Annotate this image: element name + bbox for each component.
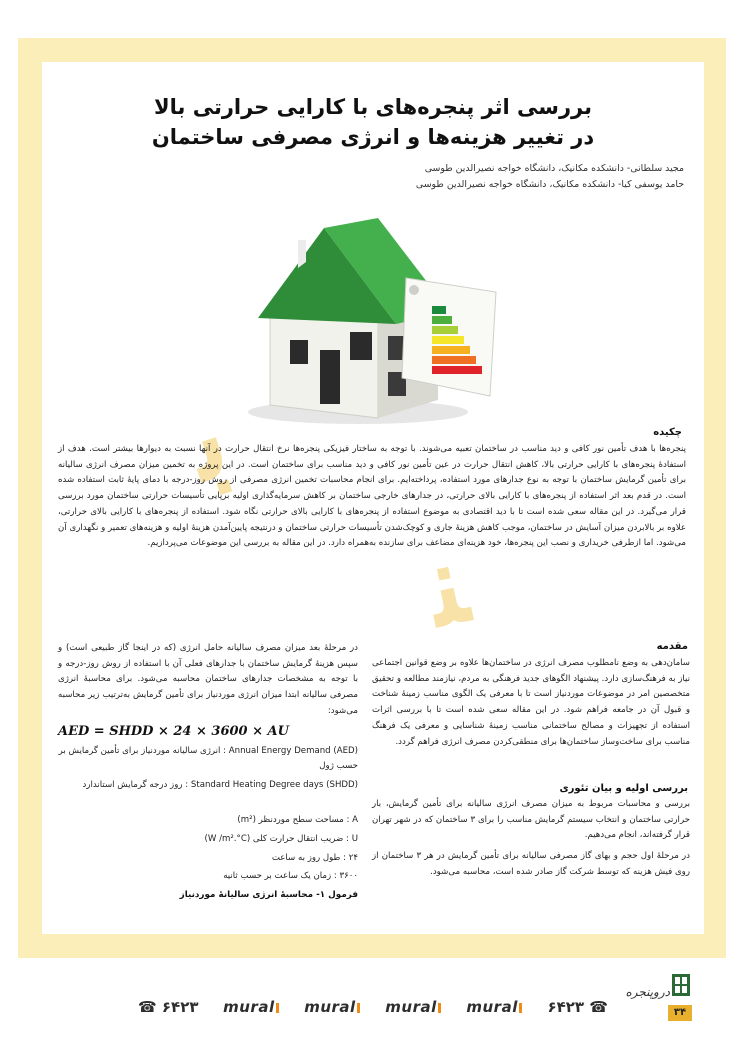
footer-brand: mural	[466, 998, 522, 1016]
definition-u: U : ضریب انتقال حرارت کلی (W /m².°C)	[204, 834, 358, 844]
definition-area: A : مساحت سطح موردنظر (m²)	[237, 815, 358, 825]
abstract-heading: چکیده	[653, 427, 682, 438]
decorative-watermark: ﻨ	[416, 517, 477, 652]
author-line: مجید سلطانی- دانشکده مکانیک، دانشگاه خواجه نصیرالدین طوسی	[424, 163, 684, 174]
definition-shdd: Standard Heating Degree days (SHDD) : روز درجه گرمایش استاندارد	[82, 780, 358, 790]
footer-brand: mural	[223, 998, 279, 1016]
theory-paragraph-1: بررسی و محاسبات مربوط به میزان مصرف انرژی سالیانه برای تأمین گرمایش، بار حرارتی ساختمان و انتخاب سیستم گرمایش مناسب را برای ۳ ساختمان که در شهر تهران قرار گرفته‌اند، انجام می‌دهیم.	[372, 799, 690, 841]
magazine-logo: دروپنجره	[625, 985, 670, 999]
abstract-text: پنجره‌ها با هدف تأمین نور کافی و دید مناسب در ساختمان تعبیه می‌شوند. با توجه به ساختار فیزیکی پنجره‌ها نرخ انتقال حرارت در آنها نسبت به دیوارها بیشتر است. هدف از استفادهٔ پنجره‌های با کارایی حرارتی بالا، کاهش انتقال حرارت در عین تأمین نور کافی و دید مناسب برای ساختمان است. در این پروژه به تخمین میزان مصرف انرژی سالیانه برای تأمین گرمایش ساختمان با توجه به نوع جدارهای مورد استفاده، پرداخته‌ایم. برای انجام محاسبات تخمین انرژی مصرفی از روش روز-درجه با دمای پایهٔ ثابت استفاده شده است. در قدم بعد اثر استفاده از پنجره‌های با کارایی بالای حرارتی، در جدارهای خارجی ساختمان بر کاهش سرمایه‌گذاری اولیه برپایی تأسیسات حرارتی ساختمان مورد بررسی قرار می‌گیرد. در این مقاله سعی شده است تا با دید اقتصادی به موضوع استفاده از پنجره‌های با کارایی بالای حرارتی نگاه شود. استفاده از پنجره‌های با کارایی بالای حرارتی، علاوه بر بالابردن میزان آسایش در ساختمان، موجب کاهش هزینهٔ جاری و کوچک‌شدن تأسیسات حرارتی ساختمان و درنتیجه پایین‌آمدن هزینهٔ اولیه و هزینه‌های تعمیر و نگهداری آن می‌شود. اما ازطرفی خریداری و نصب این پنجره‌ها، خود هزینه‌ای مضاعف برای سازنده به‌همراه دارد. در این مقاله به بررسی این موضوعات می‌پردازیم.	[58, 444, 686, 549]
energy-house-illustration	[228, 200, 508, 428]
intro-heading: مقدمه	[656, 641, 688, 652]
page-number: ۳۴	[668, 1005, 692, 1021]
theory-heading: بررسی اولیه و بیان تئوری	[559, 783, 688, 794]
decorative-watermark: ﺑ	[169, 363, 245, 508]
author-line: حامد یوسفی کیا- دانشکده مکانیک، دانشگاه خواجه نصیرالدین طوسی	[415, 179, 684, 190]
definition-hours: ۲۴ : طول روز به ساعت	[271, 853, 358, 863]
definition-seconds: ۳۶۰۰ : زمان یک ساعت بر حسب ثانیه	[223, 871, 358, 881]
footer-phone: ☎ ۶۴۲۳	[138, 998, 199, 1016]
footer-brand: mural	[385, 998, 441, 1016]
footer-phone: ۶۴۲۳ ☎	[547, 998, 608, 1016]
definition-aed: Annual Energy Demand (AED) : انرژی سالیانه موردنیاز برای تأمین گرمایش بر حسب ژول	[58, 746, 358, 772]
footer-ad-strip	[138, 995, 608, 1019]
theory-paragraph-2: در مرحلهٔ اول حجم و بهای گاز مصرفی سالیانه برای تأمین گرمایش در هر ۳ ساختمان از روی فیش هزینه که توسط شرکت گاز صادر شده است، محاسبه می‌شود.	[372, 851, 691, 877]
energy-formula: AED = SHDD × 24 × 3600 × AU	[58, 724, 289, 739]
method-text: در مرحلهٔ بعد میزان مصرف سالیانه حامل انرژی (که در اینجا گاز طبیعی است) و سپس هزینهٔ گرمایش ساختمان با جدارهای فعلی آن با استفاده از روش روز-درجه و با توجه به مشخصات جدارهای ساختمان محاسبه می‌شود. برای محاسبهٔ انرژی مصرفی سالیانه ابتدا میزان انرژی موردنیاز برای تأمین گرمایش به‌ترتیب زیر محاسبه می‌شود:	[58, 643, 358, 716]
formula-caption: فرمول ۱- محاسبهٔ انرژی سالیانهٔ موردنیاز	[179, 890, 358, 900]
article-title-line-1: بررسی اثر پنجره‌های با کارایی حرارتی بالا	[153, 95, 592, 119]
intro-text: سامان‌دهی به وضع نامطلوب مصرف انرژی در ساختمان‌ها علاوه بر وضع قوانین اجتماعی نیاز به فرهنگ‌سازی دارد. پیشنهاد الگوهای جدید فرهنگی به مردم، نیازمند مطالعه و تحقیق متخصصین امر در موضوعات موردنیاز است تا با معرفی یک الگوی مناسب زمینهٔ شناخت و قبول آن در جامعه فراهم شود. در این مقاله سعی شده است تا با بررسی اثرات استفاده از تجهیزات و مصالح ساختمانی مناسب زمینهٔ شناسایی و معرفی یک فرهنگ مناسب برای ساخت‌وساز ساختمان‌ها برای منطقی‌کردن مصرف انرژی فراهم گردد.	[372, 658, 690, 747]
footer-brand: mural	[304, 998, 360, 1016]
article-title-line-2: در تغییر هزینه‌ها و انرژی مصرفی ساختمان	[151, 125, 595, 149]
